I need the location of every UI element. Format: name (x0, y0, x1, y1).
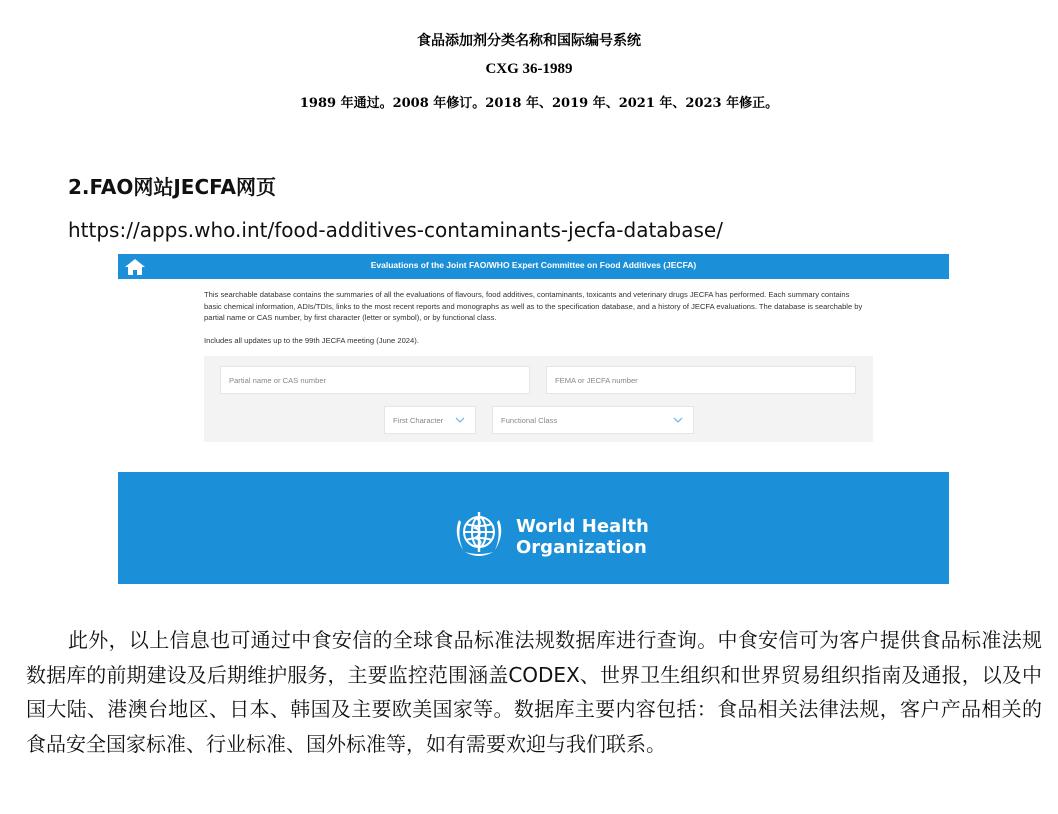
functional-class-dropdown[interactable] (492, 406, 694, 434)
name-cas-search-input[interactable]: Partial name or CAS number (220, 366, 530, 394)
standard-code: CXG 36-1989 (485, 61, 573, 77)
jecfa-title: Evaluations of the Joint FAO/WHO Expert Committee on Food Additives (JECFA) (370, 260, 697, 270)
who-name-line2: Organization (516, 537, 647, 558)
chevron-down-icon (673, 417, 683, 424)
first-character-label: First Character (393, 416, 444, 425)
who-name-line1: World Health (516, 516, 649, 537)
standard-title: 食品添加剂分类名称和国际编号系统 (417, 33, 641, 49)
chevron-down-icon (455, 417, 465, 424)
jecfa-website-screenshot (118, 254, 949, 584)
standard-history: 1989 年通过。2008 年修订。2018 年、2019 年、2021 年、2023 年修正。 (299, 96, 779, 111)
body-paragraph: 此外，以上信息也可通过中食安信的全球食品标准法规数据库进行查询。中食安信可为客户提供食品标准法规数据库的前期建设及后期维护服务，主要监控范围涵盖CODEX、世界卫生组织和世界贸易组织指南及通报，以及中国大陆、港澳台地区、日本、韩国及主要欧美国家等。数据库主要内容包括：食品相关法律法规，客户产品相关的食品安全国家标准、行业标准、国外标准等，如有需要欢迎与我们联系。 (26, 628, 1042, 756)
section-heading: 2.FAO网站JECFA网页 (68, 175, 276, 199)
section-url-link[interactable]: https://apps.who.int/food-additives-contaminants-jecfa-database/ (68, 218, 723, 242)
who-footer (118, 472, 949, 584)
jecfa-header-bar (118, 254, 949, 279)
search-panel (204, 356, 873, 442)
jecfa-description: This searchable database contains the summaries of all the evaluations of flavours, food additives, contaminants, toxicants and veterinary drugs JECFA has performed. Each summary contains basic chemical information, ADIs/TDIs, links to the most recent reports and monographs as well as to the specification database, and a history of JECFA evaluations. The database is searchable by partial name or CAS number, by first character (letter or symbol), or by functional class. (204, 290, 863, 322)
functional-class-label: Functional Class (501, 416, 558, 425)
fema-jecfa-search-input[interactable]: FEMA or JECFA number (546, 366, 856, 394)
jecfa-update-note: Includes all updates up to the 99th JECFA meeting (June 2024). (204, 336, 419, 345)
who-emblem-icon (451, 508, 507, 560)
who-name (516, 516, 649, 558)
first-character-dropdown[interactable] (384, 406, 476, 434)
